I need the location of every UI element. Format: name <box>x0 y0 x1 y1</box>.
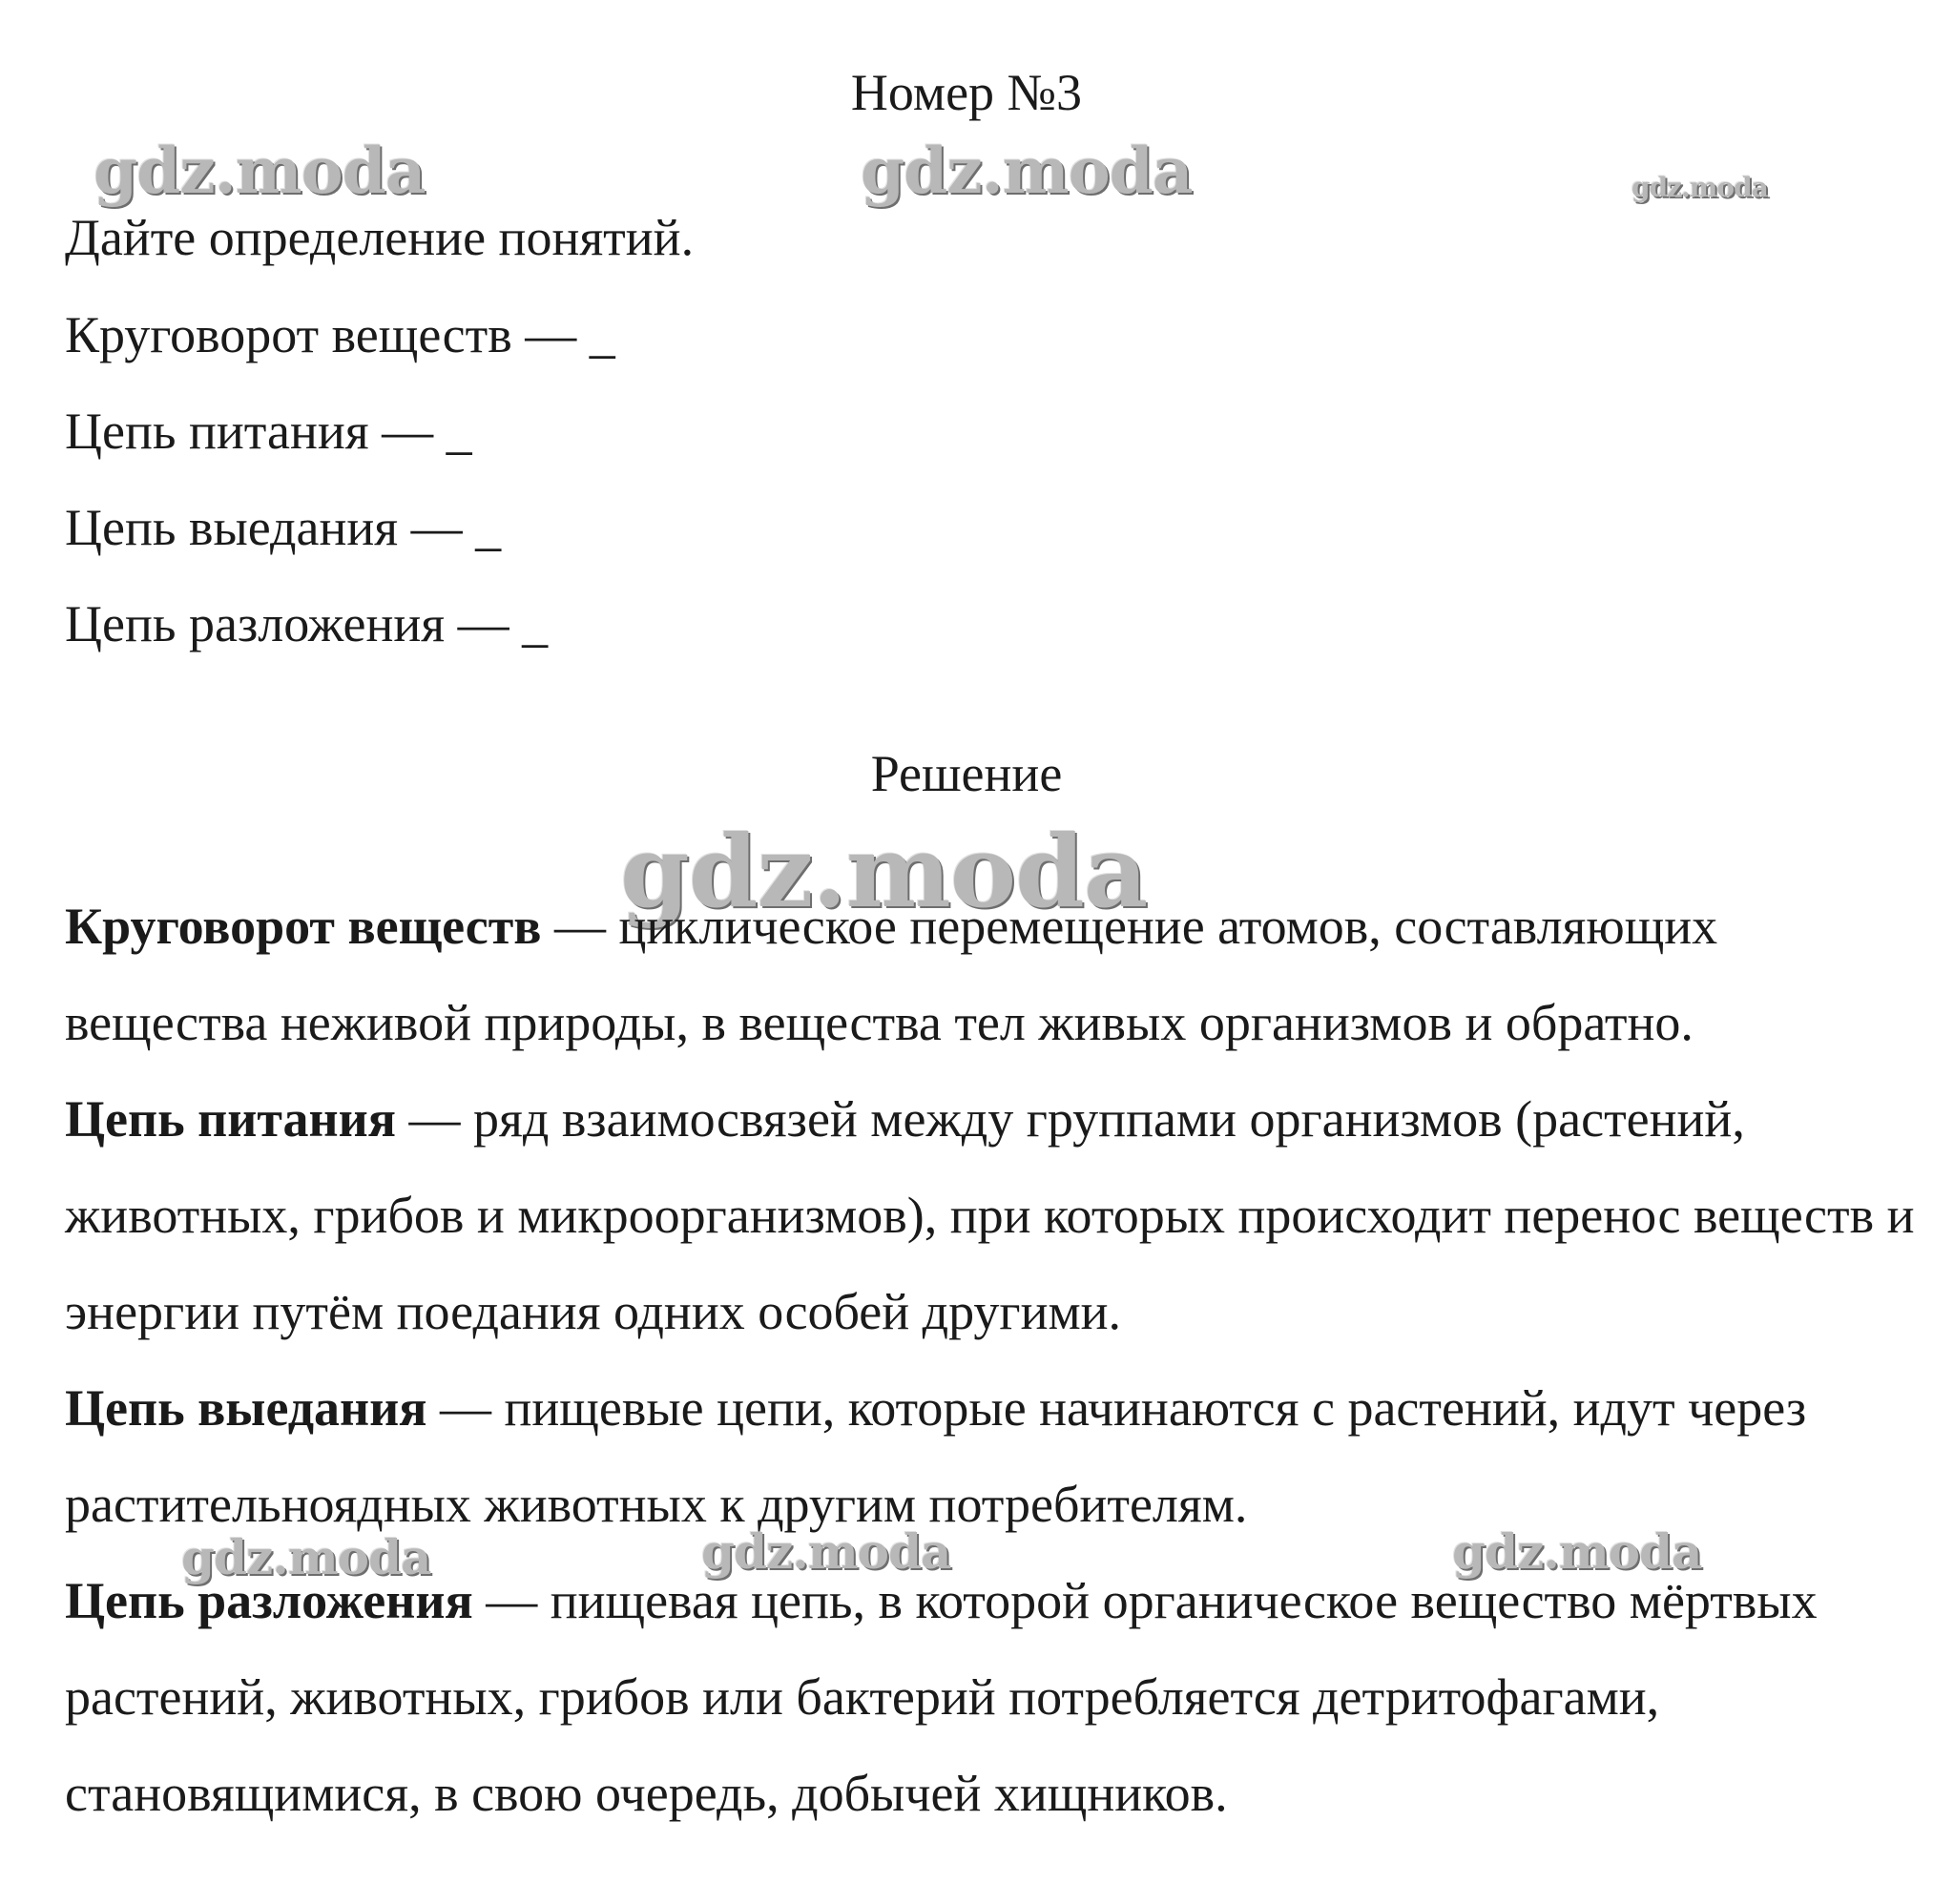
task-item: Цепь питания — _ <box>65 403 472 460</box>
solution-term: Цепь выедания <box>65 1379 427 1437</box>
watermark: gdz.moda <box>620 813 1148 930</box>
task-item: Цепь разложения — _ <box>65 595 549 652</box>
solution-entry <box>65 1553 1925 1842</box>
task-item: Круговорот веществ — _ <box>65 306 615 363</box>
solution-term: Цепь питания <box>65 1090 396 1148</box>
watermark: gdz.moda <box>861 134 1193 208</box>
watermark: gdz.moda <box>1452 1523 1702 1580</box>
solution-definition: — пищевая цепь, в которой органическое вещество мёртвых растений, животных, грибов или бактерий потребляется детритофагами, становящимися, в свою очередь, добычей хищников. <box>65 1572 1818 1822</box>
watermark: gdz.moda <box>181 1529 431 1585</box>
watermark: gdz.moda <box>94 134 426 208</box>
task-item: Цепь выедания — _ <box>65 499 502 556</box>
task-prompt: Дайте определение понятий. <box>65 209 695 266</box>
solution-definition: — циклическое перемещение атомов, составляющих вещества неживой природы, в вещества тел живых организмов и обратно. <box>65 898 1718 1051</box>
page-title: Номер №3 <box>850 64 1083 121</box>
watermark: gdz.moda <box>1632 172 1768 203</box>
solution-definition: — пищевые цепи, которые начинаются с растений, идут через растительноядных животных к другим потребителям. <box>65 1379 1807 1533</box>
solution-entry <box>65 1071 1925 1360</box>
solution-term: Круговорот веществ <box>65 898 542 955</box>
solution-term: Цепь разложения <box>65 1572 473 1629</box>
solution-title: Решение <box>870 745 1063 802</box>
solution-entry <box>65 879 1925 1071</box>
solution-definition: — ряд взаимосвязей между группами организмов (растений, животных, грибов и микроорганизмов), при которых происходит перенос веществ и энергии путём поедания одних особей другими. <box>65 1090 1915 1340</box>
watermark: gdz.moda <box>701 1523 951 1580</box>
solution-entry <box>65 1360 1925 1553</box>
